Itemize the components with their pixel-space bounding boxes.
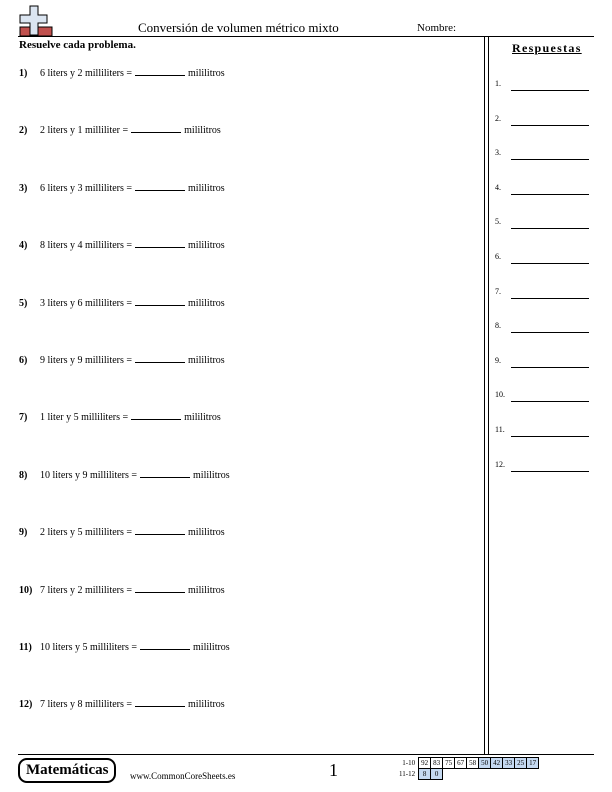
problem-number: 9) <box>19 527 28 539</box>
problem-number: 2) <box>19 125 28 137</box>
name-label: Nombre: <box>417 22 457 34</box>
problem-text: 10 liters y 9 milliliters = <box>40 469 138 481</box>
score-cell-empty <box>479 769 491 780</box>
problem-text: 10 liters y 5 milliliters = <box>40 642 138 653</box>
answer-blank[interactable] <box>135 353 185 363</box>
answer-row <box>495 217 595 229</box>
score-cell: 92 <box>419 758 431 769</box>
answer-row <box>495 390 595 402</box>
problem-number: 11) <box>19 642 32 653</box>
unit-label: mililitros <box>188 355 225 366</box>
answer-blank[interactable] <box>135 296 185 306</box>
answer-line[interactable] <box>511 194 589 195</box>
unit-label: mililitros <box>188 240 225 252</box>
unit-label: mililitros <box>188 527 225 539</box>
unit-label: mililitros <box>193 469 230 481</box>
answer-label: 7. <box>495 286 501 296</box>
answer-line[interactable] <box>511 90 589 91</box>
column-divider <box>484 36 489 754</box>
instructions: Resuelve cada problema. <box>19 39 136 51</box>
answer-row <box>495 321 595 333</box>
answer-row <box>495 79 595 91</box>
problem-number: 10) <box>19 584 33 596</box>
problem-row <box>19 525 225 538</box>
page-title: Conversión de volumen métrico mixto <box>138 20 339 35</box>
answer-blank[interactable] <box>135 66 185 76</box>
problem-text: 1 liter y 5 milliliters = <box>40 412 129 424</box>
problem-number: 7) <box>19 412 28 424</box>
answer-label: 3. <box>495 148 501 158</box>
problem-row <box>19 181 225 194</box>
problem-row <box>19 353 225 366</box>
answer-blank[interactable] <box>131 123 181 133</box>
problem-text: 7 liters y 8 milliliters = <box>40 699 133 711</box>
answer-label: 6. <box>495 252 501 261</box>
answers-title: Respuestas <box>512 41 582 55</box>
problem-row <box>19 66 225 79</box>
answer-blank[interactable] <box>135 238 185 248</box>
answer-line[interactable] <box>511 228 589 229</box>
header-rule <box>18 36 594 37</box>
answer-line[interactable] <box>511 332 589 333</box>
score-cell: 67 <box>455 758 467 769</box>
problem-number: 12) <box>19 699 33 711</box>
unit-label: mililitros <box>188 584 225 596</box>
answer-row <box>495 148 595 160</box>
answer-row <box>495 114 595 126</box>
unit-label: mililitros <box>188 68 225 79</box>
score-cell: 58 <box>467 758 479 769</box>
plus-logo-icon <box>18 5 54 37</box>
problem-row <box>19 640 230 653</box>
problem-row <box>19 697 225 710</box>
problem-text: 3 liters y 6 milliliters = <box>40 297 133 309</box>
answer-line[interactable] <box>511 401 589 402</box>
score-cell: 17 <box>527 758 539 769</box>
problem-text: 9 liters y 9 milliliters = <box>40 355 133 366</box>
score-cell: 0 <box>431 769 443 780</box>
unit-label: mililitros <box>184 125 221 137</box>
answer-line[interactable] <box>511 436 589 437</box>
answer-label: 10. <box>495 390 505 400</box>
score-cell-empty <box>443 769 455 780</box>
page-number: 1 <box>329 760 338 780</box>
answer-label: 12. <box>495 459 505 469</box>
footer-rule <box>18 754 594 755</box>
brand-badge: Matemáticas <box>18 758 116 783</box>
unit-label: mililitros <box>184 412 221 424</box>
problem-text: 8 liters y 4 milliliters = <box>40 240 133 252</box>
unit-label: mililitros <box>188 699 225 711</box>
answer-blank[interactable] <box>131 410 181 420</box>
problem-row <box>19 583 225 596</box>
answer-blank[interactable] <box>140 468 190 478</box>
unit-label: mililitros <box>188 182 225 194</box>
score-cell-empty <box>467 769 479 780</box>
score-row-label: 1-10 <box>402 759 416 767</box>
problem-row <box>19 410 221 423</box>
score-cell: 25 <box>515 758 527 769</box>
score-cell: 33 <box>503 758 515 769</box>
score-cell-empty <box>455 769 467 780</box>
score-cell: 42 <box>491 758 503 769</box>
problem-text: 2 liters y 1 milliliter = <box>40 125 129 137</box>
problem-row <box>19 123 221 136</box>
answer-blank[interactable] <box>135 525 185 535</box>
answer-label: 4. <box>495 182 501 192</box>
score-cell-empty <box>527 769 539 780</box>
problem-number: 3) <box>19 182 28 194</box>
answer-line[interactable] <box>511 263 589 264</box>
site-url: www.CommonCoreSheets.es <box>130 771 236 781</box>
problem-number: 4) <box>19 240 28 252</box>
answer-row <box>495 356 595 368</box>
problem-number: 5) <box>19 297 28 309</box>
answer-line[interactable] <box>511 125 589 126</box>
problem-row <box>19 238 225 251</box>
score-cell: 75 <box>443 758 455 769</box>
answer-line[interactable] <box>511 367 589 368</box>
score-cell: 83 <box>431 758 443 769</box>
answer-blank[interactable] <box>135 583 185 593</box>
problem-row <box>19 468 230 481</box>
problem-text: 6 liters y 2 milliliters = <box>40 68 133 79</box>
answer-blank[interactable] <box>135 697 185 707</box>
answer-row <box>495 425 595 437</box>
problem-number: 8) <box>19 469 28 481</box>
score-cell-empty <box>491 769 503 780</box>
unit-label: mililitros <box>193 642 230 653</box>
answer-blank[interactable] <box>140 640 190 650</box>
problem-number: 1) <box>19 68 28 79</box>
problem-text: 6 liters y 3 milliliters = <box>40 182 133 194</box>
answer-row <box>495 252 595 264</box>
score-cell: 8 <box>419 769 431 780</box>
problem-text: 7 liters y 2 milliliters = <box>40 584 133 596</box>
answer-label: 8. <box>495 321 501 331</box>
answer-label: 1. <box>495 79 501 88</box>
score-cell-empty <box>515 769 527 780</box>
answer-line[interactable] <box>511 298 589 299</box>
score-cell: 50 <box>479 758 491 769</box>
answer-label: 5. <box>495 217 501 227</box>
answer-line[interactable] <box>511 471 589 472</box>
answer-row <box>495 460 595 472</box>
answer-label: 2. <box>495 113 501 123</box>
answer-row <box>495 287 595 299</box>
score-table <box>397 757 539 780</box>
problem-number: 6) <box>19 355 28 366</box>
unit-label: mililitros <box>188 297 225 309</box>
score-row-label: 11-12 <box>399 770 416 778</box>
answer-label: 11. <box>495 425 505 434</box>
answer-line[interactable] <box>511 159 589 160</box>
answer-label: 9. <box>495 355 501 365</box>
problem-row <box>19 296 225 309</box>
score-cell-empty <box>503 769 515 780</box>
answer-blank[interactable] <box>135 181 185 191</box>
problem-text: 2 liters y 5 milliliters = <box>40 527 133 539</box>
answer-row <box>495 183 595 195</box>
